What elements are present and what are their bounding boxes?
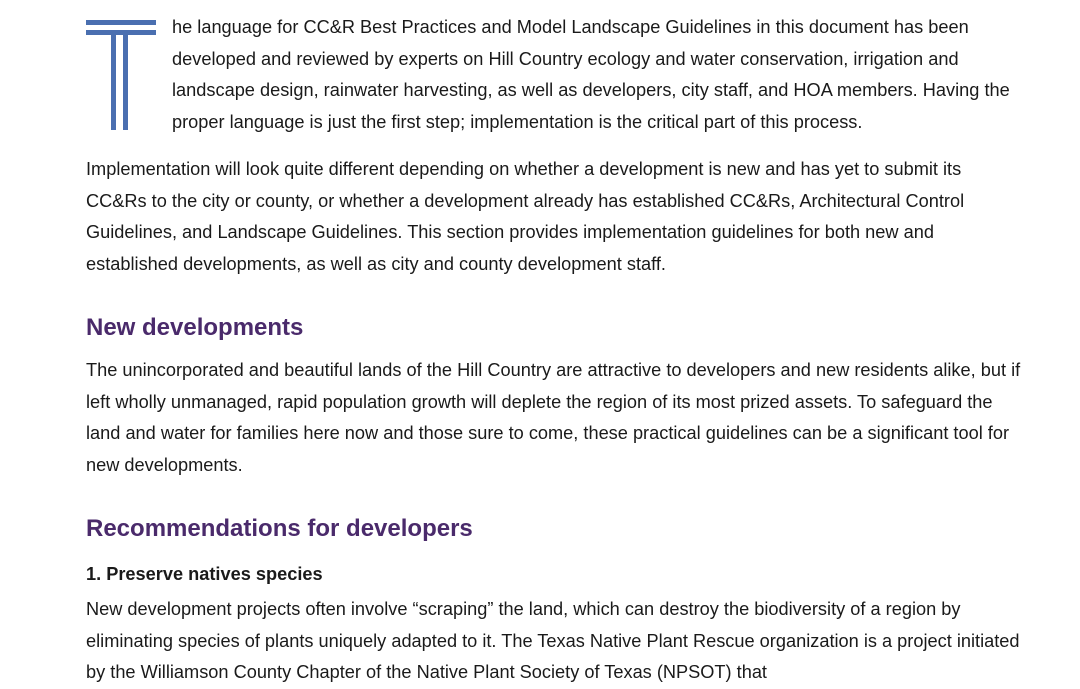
dropcap-letter-t	[86, 20, 156, 130]
preserve-natives-paragraph: New development projects often involve “scraping” the land, which can destroy the biodiversity of a region by eliminating species of plants uniquely adapted to it. The Texas Native Plant Rescue organization is a project initiated by the Williamson County Chapter of the Native Plant Society of Texas (NPSOT) that	[86, 599, 1020, 683]
implementation-paragraph: Implementation will look quite different depending on whether a development is new and has yet to submit its CC&Rs to the city or county, or whether a development already has established CC&Rs, Architectural Control Guidelines, and Landscape Guidelines. This section provides implementation guidelines for both new and established developments, as well as city and county development staff.	[86, 159, 965, 275]
preserve-natives-subheading: 1. Preserve natives species	[86, 564, 323, 584]
dropcap-stem-right	[123, 35, 128, 130]
recommendations-heading: Recommendations for developers	[86, 515, 473, 542]
new-developments-heading: New developments	[86, 314, 304, 341]
dropcap-stem-left	[111, 35, 116, 130]
dropcap-bar-top	[86, 20, 156, 25]
dropcap-bar-bottom	[86, 30, 156, 35]
new-developments-paragraph: The unincorporated and beautiful lands of the Hill Country are attractive to developers and new residents alike, but if left wholly unmanaged, rapid population growth will deplete the region of its most prized assets. To safeguard the land and water for families here now and those sure to come, these practical guidelines can be a significant tool for new developments.	[86, 360, 1021, 476]
intro-paragraph: he language for CC&R Best Practices and Model Landscape Guidelines in this document has been developed and reviewed by experts on Hill Country ecology and water conservation, irrigation and landscape design, rainwater harvesting, as well as developers, city staff, and HOA members. Having the proper language is just the first step; implementation is the critical part of this process.	[172, 17, 1010, 133]
